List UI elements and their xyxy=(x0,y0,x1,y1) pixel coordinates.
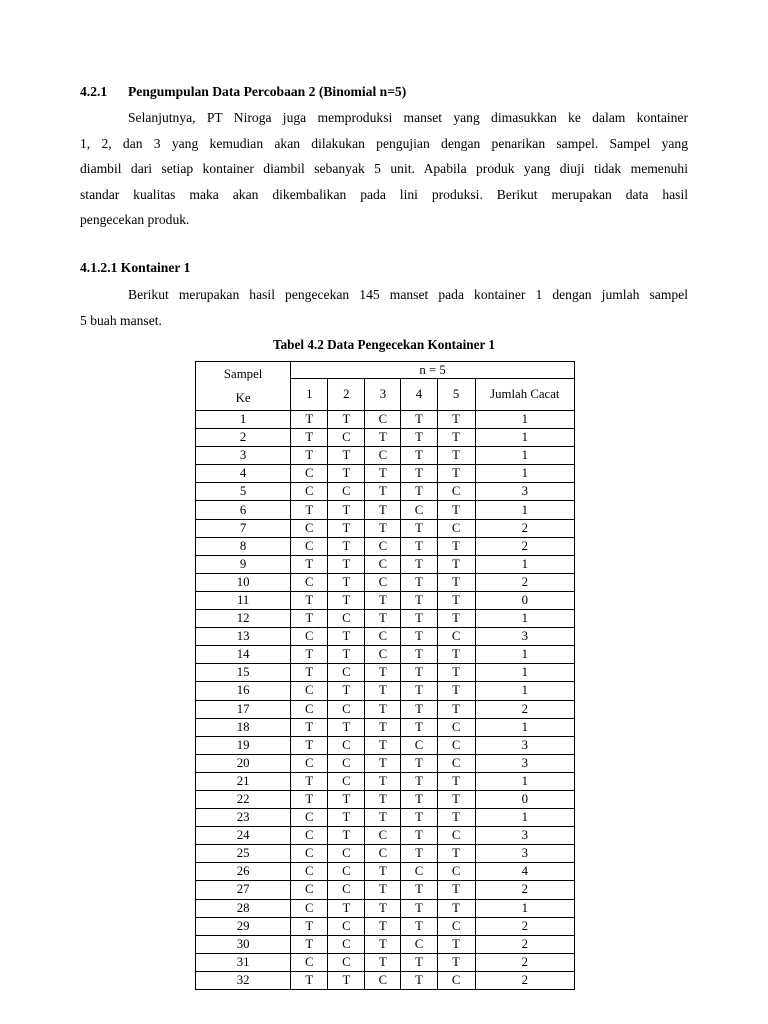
sample-number-cell: 18 xyxy=(196,718,291,736)
defect-count-cell: 2 xyxy=(475,953,574,971)
sample-number-cell: 25 xyxy=(196,845,291,863)
inspection-result-cell: T xyxy=(401,827,437,845)
sample-number-cell: 2 xyxy=(196,429,291,447)
inspection-result-cell: C xyxy=(328,754,365,772)
inspection-result-cell: T xyxy=(291,447,328,465)
section-paragraph xyxy=(80,105,688,233)
inspection-result-cell: C xyxy=(437,736,475,754)
sample-number-cell: 26 xyxy=(196,863,291,881)
table-row xyxy=(196,537,575,555)
inspection-result-cell: T xyxy=(328,682,365,700)
table-row xyxy=(196,519,575,537)
inspection-result-cell: C xyxy=(291,863,328,881)
inspection-result-cell: T xyxy=(401,809,437,827)
inspection-result-cell: C xyxy=(401,935,437,953)
header-sample-line1: Sampel xyxy=(223,367,263,381)
inspection-result-cell: T xyxy=(328,971,365,989)
inspection-result-cell: T xyxy=(291,429,328,447)
table-caption: Tabel 4.2 Data Pengecekan Kontainer 1 xyxy=(273,337,495,352)
defect-count-cell: 1 xyxy=(475,429,574,447)
defect-count-cell: 2 xyxy=(475,971,574,989)
inspection-result-cell: C xyxy=(291,537,328,555)
inspection-result-cell: T xyxy=(401,465,437,483)
inspection-result-cell: T xyxy=(401,682,437,700)
paragraph-line: 1, 2, dan 3 yang kemudian akan dilakukan pengujian dengan penarikan sampel. Sampel yang xyxy=(80,135,688,151)
sample-number-cell: 23 xyxy=(196,809,291,827)
inspection-result-cell: T xyxy=(401,790,437,808)
table-row xyxy=(196,754,575,772)
inspection-result-cell: T xyxy=(437,682,475,700)
sample-number-cell: 14 xyxy=(196,646,291,664)
sample-number-cell: 22 xyxy=(196,790,291,808)
table-row xyxy=(196,971,575,989)
inspection-result-cell: T xyxy=(401,610,437,628)
inspection-result-cell: T xyxy=(401,628,437,646)
table-row xyxy=(196,573,575,591)
table-row xyxy=(196,664,575,682)
sample-number-cell: 15 xyxy=(196,664,291,682)
inspection-result-cell: C xyxy=(365,646,401,664)
sample-number-cell: 13 xyxy=(196,628,291,646)
inspection-result-cell: T xyxy=(328,827,365,845)
defect-count-cell: 2 xyxy=(475,519,574,537)
inspection-result-cell: T xyxy=(437,411,475,429)
inspection-result-cell: T xyxy=(437,537,475,555)
inspection-result-cell: C xyxy=(437,718,475,736)
sample-number-cell: 17 xyxy=(196,700,291,718)
defect-count-cell: 2 xyxy=(475,537,574,555)
inspection-result-cell: T xyxy=(365,809,401,827)
sample-number-cell: 19 xyxy=(196,736,291,754)
inspection-result-cell: T xyxy=(401,519,437,537)
defect-count-cell: 1 xyxy=(475,447,574,465)
sample-number-cell: 6 xyxy=(196,501,291,519)
inspection-result-cell: T xyxy=(365,736,401,754)
inspection-result-cell: T xyxy=(365,610,401,628)
subsection-paragraph xyxy=(80,282,688,333)
defect-count-cell: 3 xyxy=(475,754,574,772)
inspection-result-cell: T xyxy=(328,573,365,591)
header-col: 1 xyxy=(291,379,328,411)
table-row xyxy=(196,610,575,628)
sample-number-cell: 4 xyxy=(196,465,291,483)
inspection-result-cell: T xyxy=(365,682,401,700)
table-row xyxy=(196,718,575,736)
table-row xyxy=(196,935,575,953)
inspection-result-cell: T xyxy=(291,591,328,609)
sample-number-cell: 10 xyxy=(196,573,291,591)
inspection-result-cell: T xyxy=(401,483,437,501)
header-col: 4 xyxy=(401,379,437,411)
inspection-result-cell: C xyxy=(328,610,365,628)
inspection-result-cell: C xyxy=(328,935,365,953)
section-title: Pengumpulan Data Percobaan 2 (Binomial n=5) xyxy=(128,84,407,99)
defect-count-cell: 1 xyxy=(475,682,574,700)
inspection-result-cell: C xyxy=(291,845,328,863)
header-col: 5 xyxy=(437,379,475,411)
paragraph-line: diambil dari setiap kontainer diambil sebanyak 5 unit. Apabila produk yang diuji tidak memenuhi xyxy=(80,161,688,176)
inspection-result-cell: C xyxy=(437,971,475,989)
inspection-result-cell: C xyxy=(328,429,365,447)
inspection-result-cell: C xyxy=(401,501,437,519)
inspection-result-cell: T xyxy=(437,591,475,609)
table-row xyxy=(196,628,575,646)
defect-count-cell: 1 xyxy=(475,664,574,682)
defect-count-cell: 2 xyxy=(475,917,574,935)
inspection-result-cell: T xyxy=(365,718,401,736)
sample-number-cell: 29 xyxy=(196,917,291,935)
table-row xyxy=(196,917,575,935)
inspection-result-cell: T xyxy=(291,736,328,754)
sample-number-cell: 32 xyxy=(196,971,291,989)
inspection-table xyxy=(195,361,575,990)
inspection-result-cell: T xyxy=(328,555,365,573)
inspection-result-cell: T xyxy=(437,555,475,573)
sample-number-cell: 16 xyxy=(196,682,291,700)
paragraph-line: Berikut merupakan hasil pengecekan 145 manset pada kontainer 1 dengan jumlah sampel xyxy=(128,287,688,302)
sample-number-cell: 7 xyxy=(196,519,291,537)
inspection-result-cell: C xyxy=(365,845,401,863)
subsection-heading: 4.1.2.1 Kontainer 1 xyxy=(80,260,191,275)
inspection-result-cell: C xyxy=(291,483,328,501)
inspection-result-cell: T xyxy=(328,411,365,429)
header-col: 3 xyxy=(365,379,401,411)
inspection-result-cell: C xyxy=(437,863,475,881)
paragraph-line: Selanjutnya, PT Niroga juga memproduksi manset yang dimasukkan ke dalam kontainer xyxy=(128,110,688,125)
inspection-result-cell: T xyxy=(328,519,365,537)
inspection-result-cell: C xyxy=(328,664,365,682)
inspection-result-cell: T xyxy=(291,411,328,429)
inspection-result-cell: T xyxy=(291,772,328,790)
inspection-result-cell: C xyxy=(291,573,328,591)
sample-number-cell: 1 xyxy=(196,411,291,429)
inspection-result-cell: C xyxy=(291,881,328,899)
table-row xyxy=(196,827,575,845)
table-row xyxy=(196,881,575,899)
inspection-result-cell: T xyxy=(365,899,401,917)
inspection-result-cell: T xyxy=(328,447,365,465)
sample-number-cell: 5 xyxy=(196,483,291,501)
inspection-result-cell: T xyxy=(437,447,475,465)
defect-count-cell: 2 xyxy=(475,881,574,899)
inspection-result-cell: C xyxy=(437,483,475,501)
inspection-result-cell: T xyxy=(328,501,365,519)
inspection-result-cell: C xyxy=(328,863,365,881)
header-col-defects: Jumlah Cacat xyxy=(475,379,574,411)
inspection-result-cell: C xyxy=(365,555,401,573)
inspection-result-cell: T xyxy=(328,718,365,736)
inspection-result-cell: T xyxy=(291,935,328,953)
inspection-result-cell: C xyxy=(437,628,475,646)
inspection-result-cell: C xyxy=(365,573,401,591)
defect-count-cell: 4 xyxy=(475,863,574,881)
inspection-result-cell: T xyxy=(437,700,475,718)
defect-count-cell: 1 xyxy=(475,411,574,429)
inspection-result-cell: T xyxy=(437,935,475,953)
table-row xyxy=(196,483,575,501)
table-row xyxy=(196,555,575,573)
inspection-result-cell: T xyxy=(401,591,437,609)
inspection-result-cell: T xyxy=(365,465,401,483)
table-row xyxy=(196,772,575,790)
inspection-result-cell: T xyxy=(365,483,401,501)
sample-number-cell: 3 xyxy=(196,447,291,465)
inspection-result-cell: T xyxy=(401,772,437,790)
inspection-result-cell: C xyxy=(291,899,328,917)
inspection-result-cell: C xyxy=(291,682,328,700)
inspection-result-cell: T xyxy=(401,411,437,429)
table-row xyxy=(196,646,575,664)
table-row xyxy=(196,953,575,971)
table-row xyxy=(196,429,575,447)
inspection-result-cell: T xyxy=(437,845,475,863)
defect-count-cell: 0 xyxy=(475,790,574,808)
defect-count-cell: 3 xyxy=(475,845,574,863)
inspection-result-cell: T xyxy=(401,447,437,465)
inspection-result-cell: T xyxy=(365,881,401,899)
inspection-result-cell: T xyxy=(437,899,475,917)
table-row xyxy=(196,447,575,465)
table-row xyxy=(196,465,575,483)
inspection-result-cell: C xyxy=(291,827,328,845)
table-row xyxy=(196,411,575,429)
inspection-result-cell: C xyxy=(365,447,401,465)
inspection-result-cell: T xyxy=(365,664,401,682)
inspection-result-cell: T xyxy=(291,555,328,573)
defect-count-cell: 1 xyxy=(475,718,574,736)
inspection-result-cell: T xyxy=(437,953,475,971)
inspection-result-cell: C xyxy=(437,827,475,845)
inspection-result-cell: T xyxy=(401,718,437,736)
sample-number-cell: 28 xyxy=(196,899,291,917)
inspection-result-cell: C xyxy=(365,411,401,429)
sample-number-cell: 31 xyxy=(196,953,291,971)
inspection-result-cell: C xyxy=(291,754,328,772)
inspection-result-cell: C xyxy=(365,827,401,845)
table-row xyxy=(196,501,575,519)
inspection-result-cell: C xyxy=(365,628,401,646)
header-sample-line2: Ke xyxy=(235,391,251,405)
inspection-result-cell: T xyxy=(328,537,365,555)
inspection-result-cell: T xyxy=(401,555,437,573)
defect-count-cell: 2 xyxy=(475,700,574,718)
inspection-result-cell: T xyxy=(401,845,437,863)
inspection-result-cell: C xyxy=(328,483,365,501)
inspection-result-cell: T xyxy=(401,573,437,591)
defect-count-cell: 0 xyxy=(475,591,574,609)
inspection-result-cell: T xyxy=(401,881,437,899)
inspection-result-cell: T xyxy=(365,700,401,718)
defect-count-cell: 1 xyxy=(475,899,574,917)
inspection-result-cell: C xyxy=(365,537,401,555)
inspection-result-cell: C xyxy=(328,845,365,863)
inspection-result-cell: T xyxy=(365,754,401,772)
section-heading xyxy=(80,84,406,100)
sample-number-cell: 9 xyxy=(196,555,291,573)
inspection-result-cell: T xyxy=(365,863,401,881)
inspection-result-cell: T xyxy=(365,953,401,971)
table-row xyxy=(196,809,575,827)
inspection-result-cell: C xyxy=(291,809,328,827)
defect-count-cell: 1 xyxy=(475,501,574,519)
inspection-result-cell: T xyxy=(437,646,475,664)
inspection-result-cell: C xyxy=(291,953,328,971)
inspection-result-cell: T xyxy=(328,809,365,827)
sample-number-cell: 30 xyxy=(196,935,291,953)
inspection-result-cell: C xyxy=(291,700,328,718)
inspection-result-cell: T xyxy=(365,429,401,447)
table-row xyxy=(196,591,575,609)
inspection-result-cell: C xyxy=(328,736,365,754)
inspection-result-cell: T xyxy=(401,953,437,971)
inspection-result-cell: T xyxy=(328,591,365,609)
inspection-result-cell: T xyxy=(291,646,328,664)
inspection-result-cell: C xyxy=(328,953,365,971)
table-row xyxy=(196,899,575,917)
table-row xyxy=(196,790,575,808)
sample-number-cell: 24 xyxy=(196,827,291,845)
paragraph-line: standar kualitas maka akan dikembalikan pada lini produksi. Berikut merupakan data hasil xyxy=(80,186,688,202)
inspection-result-cell: T xyxy=(365,501,401,519)
inspection-result-cell: C xyxy=(437,754,475,772)
inspection-result-cell: T xyxy=(437,664,475,682)
defect-count-cell: 1 xyxy=(475,465,574,483)
inspection-result-cell: C xyxy=(328,772,365,790)
inspection-result-cell: T xyxy=(328,628,365,646)
header-col: 2 xyxy=(328,379,365,411)
table-body xyxy=(196,411,575,990)
inspection-result-cell: T xyxy=(365,772,401,790)
defect-count-cell: 1 xyxy=(475,772,574,790)
inspection-result-cell: T xyxy=(365,591,401,609)
inspection-result-cell: T xyxy=(437,610,475,628)
inspection-result-cell: C xyxy=(291,465,328,483)
inspection-result-cell: T xyxy=(437,809,475,827)
table-row xyxy=(196,682,575,700)
inspection-result-cell: T xyxy=(437,881,475,899)
inspection-result-cell: T xyxy=(437,465,475,483)
inspection-result-cell: T xyxy=(365,917,401,935)
defect-count-cell: 1 xyxy=(475,809,574,827)
inspection-result-cell: T xyxy=(328,465,365,483)
inspection-result-cell: T xyxy=(437,501,475,519)
paragraph-line: 5 buah manset. xyxy=(80,312,162,328)
inspection-result-cell: C xyxy=(328,917,365,935)
inspection-result-cell: T xyxy=(328,790,365,808)
inspection-result-cell: T xyxy=(401,537,437,555)
inspection-result-cell: T xyxy=(291,664,328,682)
inspection-result-cell: T xyxy=(437,790,475,808)
inspection-result-cell: T xyxy=(328,899,365,917)
table-row xyxy=(196,736,575,754)
header-group: n = 5 xyxy=(291,362,575,379)
defect-count-cell: 1 xyxy=(475,646,574,664)
inspection-result-cell: T xyxy=(291,790,328,808)
inspection-result-cell: C xyxy=(401,863,437,881)
sample-number-cell: 11 xyxy=(196,591,291,609)
sample-number-cell: 12 xyxy=(196,610,291,628)
defect-count-cell: 2 xyxy=(475,935,574,953)
inspection-result-cell: T xyxy=(437,772,475,790)
inspection-result-cell: T xyxy=(401,971,437,989)
inspection-result-cell: C xyxy=(437,519,475,537)
inspection-result-cell: T xyxy=(291,718,328,736)
inspection-result-cell: T xyxy=(291,917,328,935)
defect-count-cell: 3 xyxy=(475,628,574,646)
table-row xyxy=(196,845,575,863)
inspection-result-cell: T xyxy=(437,573,475,591)
inspection-result-cell: T xyxy=(437,429,475,447)
inspection-result-cell: T xyxy=(291,971,328,989)
inspection-result-cell: T xyxy=(291,501,328,519)
sample-number-cell: 21 xyxy=(196,772,291,790)
defect-count-cell: 3 xyxy=(475,827,574,845)
defect-count-cell: 3 xyxy=(475,736,574,754)
inspection-result-cell: T xyxy=(365,519,401,537)
inspection-result-cell: T xyxy=(365,790,401,808)
inspection-result-cell: T xyxy=(328,646,365,664)
inspection-result-cell: C xyxy=(328,700,365,718)
defect-count-cell: 1 xyxy=(475,555,574,573)
inspection-result-cell: T xyxy=(401,664,437,682)
inspection-result-cell: C xyxy=(328,881,365,899)
table-row xyxy=(196,863,575,881)
inspection-result-cell: C xyxy=(437,917,475,935)
sample-number-cell: 27 xyxy=(196,881,291,899)
inspection-result-cell: T xyxy=(401,899,437,917)
defect-count-cell: 1 xyxy=(475,610,574,628)
inspection-result-cell: T xyxy=(401,700,437,718)
header-sample xyxy=(196,362,291,411)
inspection-result-cell: C xyxy=(291,628,328,646)
inspection-result-cell: C xyxy=(365,971,401,989)
section-number: 4.2.1 xyxy=(80,84,108,99)
defect-count-cell: 2 xyxy=(475,573,574,591)
inspection-result-cell: T xyxy=(401,429,437,447)
sample-number-cell: 8 xyxy=(196,537,291,555)
defect-count-cell: 3 xyxy=(475,483,574,501)
inspection-result-cell: T xyxy=(291,610,328,628)
table-row xyxy=(196,700,575,718)
inspection-result-cell: C xyxy=(291,519,328,537)
paragraph-line: pengecekan produk. xyxy=(80,212,190,227)
sample-number-cell: 20 xyxy=(196,754,291,772)
inspection-result-cell: C xyxy=(401,736,437,754)
inspection-result-cell: T xyxy=(365,935,401,953)
inspection-result-cell: T xyxy=(401,917,437,935)
inspection-result-cell: T xyxy=(401,754,437,772)
inspection-result-cell: T xyxy=(401,646,437,664)
